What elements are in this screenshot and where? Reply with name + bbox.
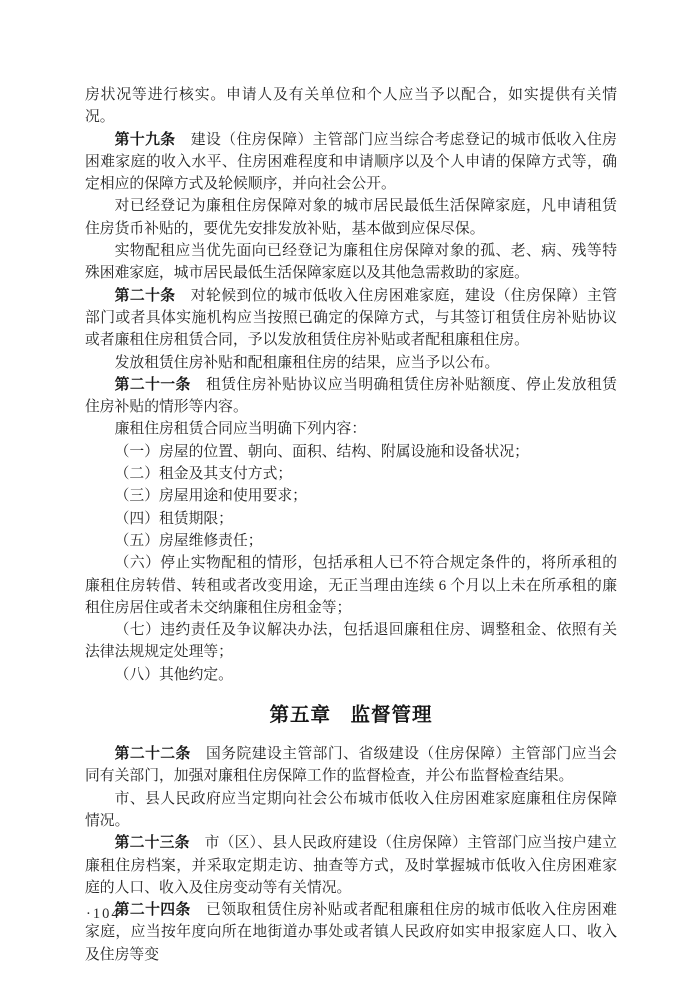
paragraph-text: 国务院建设主管部门、省级建设（住房保障）主管部门应当会同有关部门，加强对廉租住房保障工作的监督检查，并公布监督检查结果。 (85, 746, 617, 785)
paragraph-text: （四）租赁期限； (114, 510, 233, 527)
document-body (85, 84, 617, 966)
article-number: 第二十四条 (114, 902, 191, 919)
paragraph-text: 建设（住房保障）主管部门应当综合考虑登记的城市低收入住房困难家庭的收入水平、住房困难程度和申请顺序以及个人申请的保障方式等，确定相应的保障方式及轮候顺序，并向社会公开。 (85, 131, 617, 193)
paragraph (85, 240, 617, 285)
paragraph-text: （五）房屋维修责任； (114, 532, 263, 549)
paragraph (85, 619, 617, 664)
paragraph (85, 664, 617, 686)
paragraph (85, 485, 617, 507)
paragraph-text: （二）租金及其支付方式； (114, 466, 293, 483)
paragraph (85, 530, 617, 552)
article-paragraph (85, 832, 617, 899)
paragraph (85, 441, 617, 463)
paragraph-text: 对已经登记为廉租住房保障对象的城市居民最低生活保障家庭，凡申请租赁住房货币补贴的，要优先安排发放补贴，基本做到应保尽保。 (85, 198, 617, 237)
paragraph (85, 195, 617, 240)
paragraph-text: 发放租赁住房补贴和配租廉租住房的结果，应当予以公布。 (114, 354, 500, 371)
paragraph-text: 市、县人民政府应当定期向社会公布城市低收入住房困难家庭廉租住房保障情况。 (85, 790, 617, 829)
paragraph-text: 已领取租赁住房补贴或者配租廉租住房的城市低收入住房困难家庭，应当按年度向所在地街道办事处或者镇人民政府如实申报家庭人口、收入及住房等变 (85, 902, 617, 963)
paragraph-text: 租赁住房补贴协议应当明确租赁住房补贴额度、停止发放租赁住房补贴的情形等内容。 (85, 376, 617, 416)
paragraph-text: 市（区）、县人民政府建设（住房保障）主管部门应当按户建立廉租住房档案，并采取定期走访、抽查等方式，及时掌握城市低收入住房困难家庭的人口、收入及住房变动等有关情况。 (85, 835, 617, 896)
paragraph-text: 实物配租应当优先面向已经登记为廉租住房保障对象的孤、老、病、残等特殊困难家庭，城市居民最低生活保障家庭以及其他急需救助的家庭。 (85, 243, 617, 282)
article-number: 第二十条 (114, 287, 176, 304)
article-paragraph (85, 129, 617, 196)
paragraph (85, 508, 617, 530)
paragraph (85, 463, 617, 485)
paragraph-text: （七）违约责任及争议解决办法，包括退回廉租住房、调整租金、依照有关法律法规规定处理等； (85, 622, 617, 661)
paragraph (85, 352, 617, 374)
paragraph-text: 廉租住房租赁合同应当明确下列内容： (114, 421, 367, 438)
paragraph (85, 84, 617, 129)
paragraph (85, 418, 617, 440)
paragraph-text: （八）其他约定。 (114, 666, 233, 683)
paragraph-text: 房状况等进行核实。申请人及有关单位和个人应当予以配合，如实提供有关情况。 (85, 87, 617, 126)
article-number: 第二十二条 (114, 746, 191, 763)
paragraph (85, 552, 617, 619)
article-number: 第二十一条 (114, 376, 191, 393)
page-number: ·104· (86, 906, 128, 922)
article-paragraph (85, 899, 617, 966)
paragraph-text: （三）房屋用途和使用要求； (114, 488, 307, 505)
chapter-heading (85, 701, 617, 729)
article-paragraph (85, 285, 617, 352)
paragraph (85, 788, 617, 833)
article-paragraph (85, 374, 617, 419)
chapter-number: 第五章 (269, 704, 331, 727)
chapter-title: 监督管理 (350, 704, 433, 727)
paragraph-text: 对轮候到位的城市低收入住房困难家庭，建设（住房保障）主管部门或者具体实施机构应当按照已确定的保障方式，与其签订租赁住房补贴协议或者廉租住房租赁合同，予以发放租赁住房补贴或者配租廉租住房。 (85, 287, 617, 349)
article-paragraph (85, 743, 617, 788)
paragraph-text: （一）房屋的位置、朝向、面积、结构、附属设施和设备状况； (114, 443, 529, 460)
paragraph-text: （六）停止实物配租的情形，包括承租人已不符合规定条件的，将所承租的廉租住房转借、转租或者改变用途，无正当理由连续 6 个月以上未在所承租的廉租住房居住或者未交纳廉租住房租金等； (85, 555, 617, 616)
article-number: 第十九条 (114, 131, 176, 148)
article-number: 第二十三条 (114, 835, 190, 852)
